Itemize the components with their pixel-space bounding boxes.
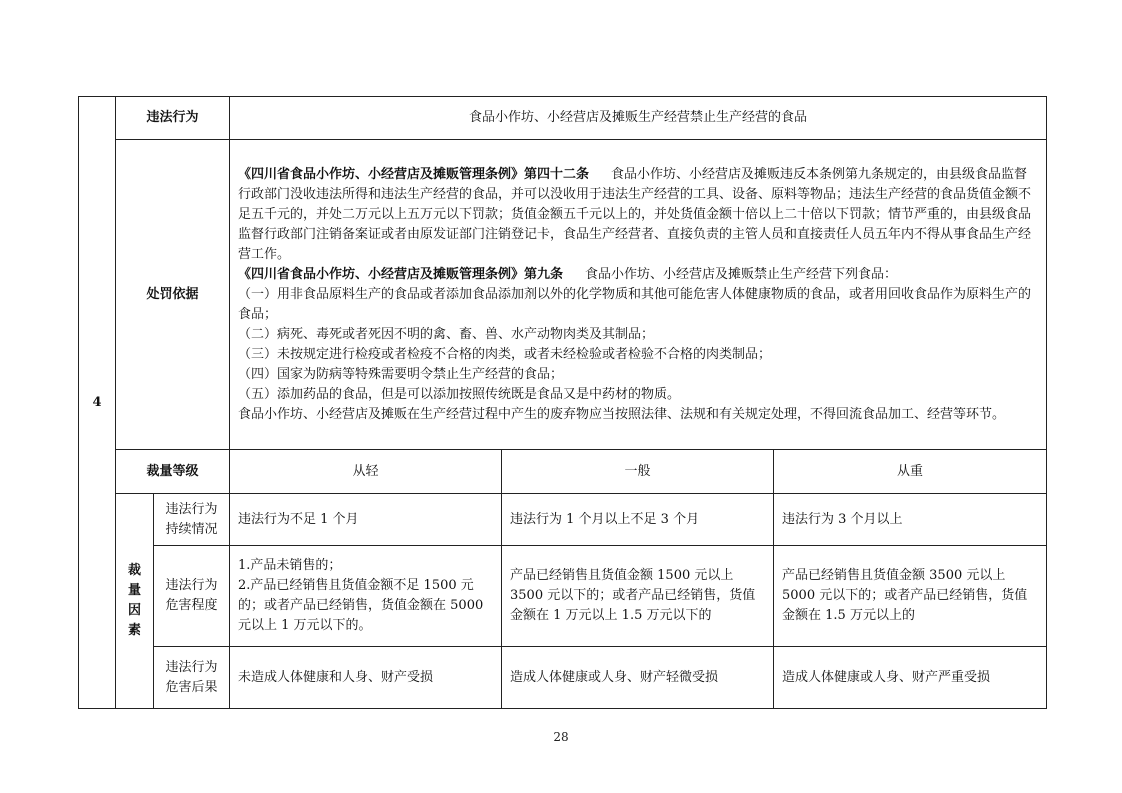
factor-label-duration	[154, 494, 230, 546]
duration-light: 违法行为不足 1 个月	[230, 494, 502, 546]
level-heavy: 从重	[774, 450, 1047, 494]
severity-heavy: 产品已经销售且货值金额 3500 元以上 5000 元以下的；或者产品已经销售，货值金额在 1.5 万元以上的	[774, 546, 1047, 647]
factor-label-line: 违法行为	[165, 501, 218, 517]
law-item: （二）病死、毒死或者死因不明的禽、畜、兽、水产动物肉类及其制品；	[238, 326, 655, 342]
severity-normal: 产品已经销售且货值金额 1500 元以上 3500 元以下的；或者产品已经销售，货值金额在 1 万元以上 1.5 万元以下的	[502, 546, 774, 647]
law-paragraph-1	[238, 165, 1038, 265]
severity-light	[230, 546, 502, 647]
factor-label-line: 违法行为	[165, 578, 218, 593]
violation-label: 违法行为	[116, 97, 230, 140]
level-light: 从轻	[230, 450, 502, 494]
factor-label-severity	[154, 546, 230, 647]
factors-label-char: 量	[127, 583, 141, 598]
factors-label-char: 因	[127, 603, 141, 618]
duration-heavy: 违法行为 3 个月以上	[774, 494, 1047, 546]
factors-label-char: 裁	[127, 563, 141, 578]
factor-label-line: 违法行为	[165, 659, 218, 675]
law-item: （四）国家为防病等特殊需要明令禁止生产经营的食品；	[238, 366, 564, 382]
consequence-heavy: 造成人体健康或人身、财产严重受损	[774, 647, 1047, 709]
violation-row	[79, 97, 1047, 140]
severity-light-line: 2.产品已经销售且货值金额不足 1500 元的；或者产品已经销售，货值金额在 5000 元以上 1 万元以下的。	[238, 578, 484, 633]
law-item: （三）未按规定进行检疫或者检疫不合格的肉类，或者未经检验或者检验不合格的肉类制品；	[238, 346, 772, 362]
penalty-basis-row	[79, 140, 1047, 450]
factor-label-line: 危害程度	[165, 598, 218, 613]
row-number: 4	[79, 97, 116, 709]
page-number: 28	[553, 730, 569, 744]
level-normal: 一般	[502, 450, 774, 494]
penalty-basis-label: 处罚依据	[116, 140, 230, 450]
levels-label: 裁量等级	[116, 450, 230, 494]
law-paragraph-2	[238, 265, 1038, 285]
violation-value: 食品小作坊、小经营店及摊贩生产经营禁止生产经营的食品	[230, 97, 1047, 140]
law-item: （五）添加药品的食品，但是可以添加按照传统既是食品又是中药材的物质。	[238, 386, 681, 402]
law2-text: 食品小作坊、小经营店及摊贩禁止生产经营下列食品：	[585, 266, 898, 282]
law2-title: 《四川省食品小作坊、小经营店及摊贩管理条例》第九条	[238, 266, 564, 282]
consequence-normal: 造成人体健康或人身、财产轻微受损	[502, 647, 774, 709]
factors-label-char: 素	[127, 623, 141, 638]
factors-label	[116, 494, 154, 709]
factor-label-line: 持续情况	[165, 521, 218, 537]
consequence-light: 未造成人体健康和人身、财产受损	[230, 647, 502, 709]
factor-label-line: 危害后果	[165, 679, 218, 695]
factor-row-duration	[79, 494, 1047, 546]
penalty-table	[78, 96, 1047, 709]
law1-text: 食品小作坊、小经营店及摊贩违反本条例第九条规定的，由县级食品监督行政部门没收违法所得和违法生产经营的食品，并可以没收用于违法生产经营的工具、设备、原料等物品；违法生产经营的食品货值金额不足五千元的，并处二万元以上五万元以下罚款；货值金额五千元以上的，并处货值金额十倍以上二十倍以下罚款；情节严重的，由县级食品监督行政部门注销备案证或者由原发证部门注销登记卡，食品生产经营者、直接负责的主管人员和直接责任人员五年内不得从事食品生产经营工作。	[238, 166, 1032, 262]
duration-normal: 违法行为 1 个月以上不足 3 个月	[502, 494, 774, 546]
factor-row-severity	[79, 546, 1047, 647]
factor-row-consequence	[79, 647, 1047, 709]
law-closing: 食品小作坊、小经营店及摊贩在生产经营过程中产生的废弃物应当按照法律、法规和有关规定处理，不得回流食品加工、经营等环节。	[238, 406, 1006, 422]
severity-light-line: 1.产品未销售的；	[238, 558, 342, 573]
factor-label-consequence	[154, 647, 230, 709]
penalty-basis-content	[230, 140, 1047, 450]
law1-title: 《四川省食品小作坊、小经营店及摊贩管理条例》第四十二条	[238, 166, 590, 182]
levels-row	[79, 450, 1047, 494]
law-item: （一）用非食品原料生产的食品或者添加食品添加剂以外的化学物质和其他可能危害人体健康物质的食品，或者用回收食品作为原料生产的食品；	[238, 286, 1032, 322]
